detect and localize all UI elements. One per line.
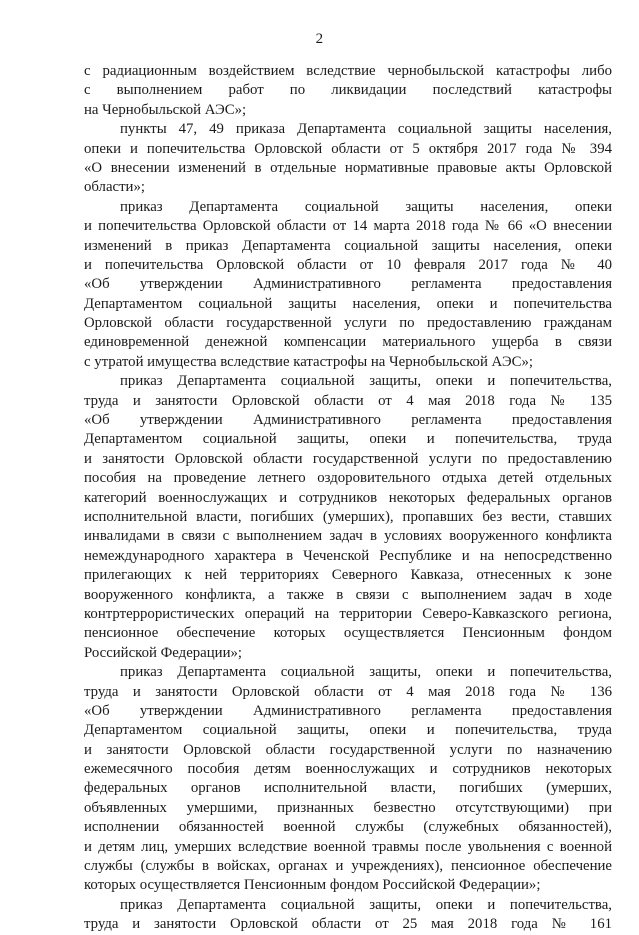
paragraph-2 — [84, 120, 612, 198]
text-line: исполнении обязанностей военной службы (служебных обязанностей), — [84, 819, 612, 836]
text-line: службы (службы в войсках, органах и учреждениях), пенсионное обеспечение — [84, 858, 612, 875]
text-line: «Об утверждении Административного регламента предоставления — [84, 702, 612, 719]
text-line: труда и занятости Орловской области от 4 мая 2018 года № 135 — [84, 392, 612, 409]
document-body — [84, 62, 612, 935]
text-line: инвалидами в связи с выполнением задач в условиях вооруженного конфликта — [84, 528, 612, 545]
text-line: и занятости Орловской области государственной услуги по назначению — [84, 741, 612, 758]
text-line: Российской Федерации»; — [84, 644, 243, 661]
text-line: «Об утверждении Административного регламента предоставления — [84, 276, 612, 293]
text-line: пенсионное обеспечение которых осуществляется Пенсионным фондом — [84, 625, 612, 642]
text-line: Орловской области государственной услуги по предоставлению гражданам — [84, 315, 612, 332]
text-line: пункты 47, 49 приказа Департамента социальной защиты населения, — [120, 121, 612, 138]
text-line: с утратой имущества вследствие катастрофы на Чернобыльской АЭС»; — [84, 353, 534, 370]
paragraph-5 — [84, 663, 612, 896]
text-line: области»; — [84, 179, 145, 196]
text-line: контртеррористических операций на территории Северо-Кавказского региона, — [84, 605, 612, 622]
text-line: и попечительства Орловской области от 14 марта 2018 года № 66 «О внесении — [84, 218, 612, 235]
text-line: приказ Департамента социальной защиты, опеки и попечительства, — [120, 373, 612, 390]
text-line: и попечительства Орловской области от 10 февраля 2017 года № 40 — [84, 256, 612, 273]
text-line: приказ Департамента социальной защиты, опеки и попечительства, — [120, 896, 612, 913]
text-line: вооруженного конфликта, а также в связи с выполнением задач в ходе — [84, 586, 612, 603]
text-line: категорий военнослужащих и сотрудников некоторых федеральных органов — [84, 489, 612, 506]
text-line: и занятости Орловской области государственной услуги по предоставлению — [84, 450, 612, 467]
paragraph-1 — [84, 62, 612, 120]
text-line: немеждународного характера в Чеченской Республике и на непосредственно — [84, 547, 612, 564]
text-line: которых осуществляется Пенсионным фондом Российской Федерации»; — [84, 877, 541, 894]
page-number: 2 — [315, 31, 324, 47]
text-line: изменений в приказ Департамента социальной защиты населения, опеки — [84, 237, 612, 254]
text-line: Департаментом социальной защиты, опеки и попечительства, труда — [84, 722, 612, 739]
text-line: труда и занятости Орловской области от 4 мая 2018 года № 136 — [84, 683, 612, 700]
text-line: исполнительной власти, погибших (умерших), пропавших без вести, ставших — [84, 508, 612, 525]
text-line: с радиационным воздействием вследствие чернобыльской катастрофы либо — [84, 63, 612, 79]
text-line: пособия на проведение летнего оздоровительного отдыха детей отдельных — [84, 470, 612, 487]
text-line: прилегающих к ней территориях Северного Кавказа, отнесенных к зоне — [84, 567, 612, 584]
text-line: федеральных органов исполнительной власти, погибших (умерших, — [84, 780, 612, 797]
text-line: ежемесячного пособия детям военнослужащих и сотрудников некоторых — [84, 761, 612, 778]
paragraph-4 — [84, 372, 612, 663]
paragraph-3 — [84, 198, 612, 373]
text-line: объявленных умершими, признанных безвестно отсутствующими) при — [84, 799, 612, 816]
text-line: приказ Департамента социальной защиты населения, опеки — [120, 198, 612, 215]
text-line: Департаментом социальной защиты, опеки и попечительства, труда — [84, 431, 612, 448]
text-line: опеки и попечительства Орловской области от 5 октября 2017 года № 394 — [84, 140, 612, 157]
text-line: Департаментом социальной защиты населения, опеки и попечительства — [84, 295, 612, 312]
text-line: «Об утверждении Административного регламента предоставления — [84, 412, 612, 429]
text-line: и детям лиц, умерших вследствие военной травмы после увольнения с военной — [84, 838, 612, 855]
text-line: приказ Департамента социальной защиты, опеки и попечительства, — [120, 664, 612, 681]
paragraph-6 — [84, 896, 612, 935]
text-line: с выполнением работ по ликвидации последствий катастрофы — [84, 82, 612, 99]
text-line: единовременной денежной компенсации материального ущерба в связи — [84, 334, 612, 351]
text-line: труда и занятости Орловской области от 25 мая 2018 года № 161 — [84, 916, 612, 933]
text-line: «О внесении изменений в отдельные нормативные правовые акты Орловской — [84, 159, 612, 176]
text-line: на Чернобыльской АЭС»; — [84, 101, 247, 118]
